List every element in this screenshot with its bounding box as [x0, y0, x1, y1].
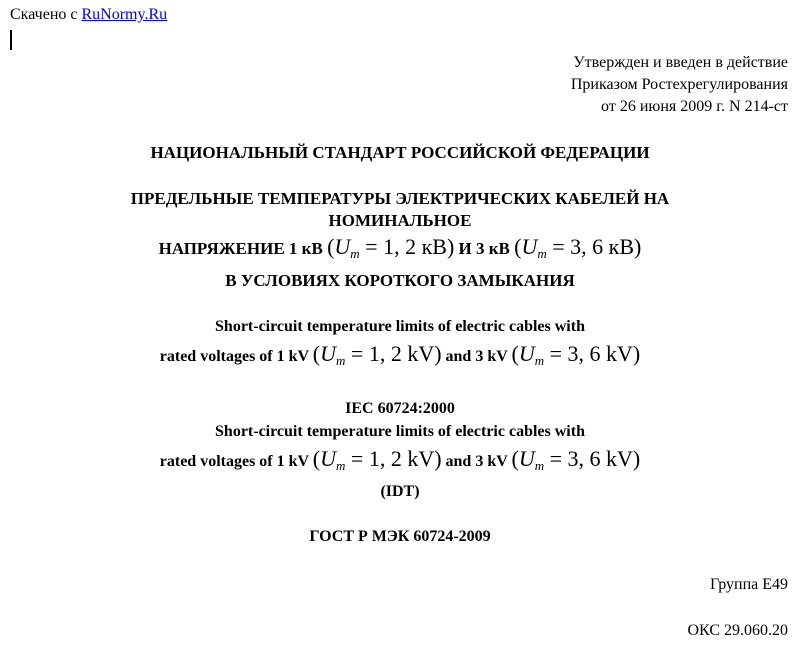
en-voltage-3-label: and 3 kV	[445, 348, 508, 365]
en-title-line-2	[0, 341, 796, 369]
national-standard-heading: НАЦИОНАЛЬНЫЙ СТАНДАРТ РОССИЙСКОЙ ФЕДЕРАЦИИ	[150, 143, 650, 162]
ru-voltage-1-label: НАПРЯЖЕНИЕ 1 кВ	[158, 239, 323, 258]
source-link[interactable]: RuNormy.Ru	[81, 6, 168, 23]
iec-title-line-1: Short-circuit temperature limits of electric cables with	[215, 423, 585, 440]
iec-voltage-1-formula: ($U_m = 1$, 2 kV)	[312, 446, 442, 473]
source-line	[10, 6, 167, 24]
ru-voltage-3-label: И 3 кВ	[458, 239, 510, 258]
gost-code: ГОСТ Р МЭК 60724-2009	[309, 528, 491, 545]
approval-block	[571, 52, 788, 118]
ru-voltage-1-formula: ($U_m = 1$, 2 кВ)	[327, 234, 455, 261]
iec-voltage-3-label: and 3 kV	[445, 453, 508, 470]
iec-voltage-3-formula: ($U_m = 3$, 6 kV)	[511, 446, 641, 473]
ru-title-line-2: НОМИНАЛЬНОЕ	[328, 211, 472, 230]
text-cursor	[10, 30, 12, 50]
source-prefix: Скачено с	[10, 6, 78, 23]
approval-line-2: Приказом Ростехрегулирования	[570, 76, 788, 93]
en-voltage-1-formula: ($U_m = 1$, 2 kV)	[312, 341, 442, 368]
iec-idt: (IDT)	[380, 483, 420, 500]
group-code: Группа Е49	[709, 576, 788, 593]
iec-title-line-2	[0, 446, 796, 474]
ru-title-line-4: В УСЛОВИЯХ КОРОТКОГО ЗАМЫКАНИЯ	[225, 271, 575, 290]
en-title-line-1: Short-circuit temperature limits of electric cables with	[215, 318, 585, 335]
approval-line-3: от 26 июня 2009 г. N 214-ст	[601, 98, 788, 115]
ru-voltage-3-formula: ($U_m = 3$, 6 кВ)	[514, 234, 642, 261]
iec-code: IEC 60724:2000	[345, 400, 455, 417]
iec-voltage-1-label: rated voltages of 1 kV	[159, 453, 309, 470]
ru-title-line-3	[0, 234, 796, 262]
oks-code: ОКС 29.060.20	[687, 622, 788, 639]
approval-line-1: Утвержден и введен в действие	[573, 54, 788, 71]
en-voltage-3-formula: ($U_m = 3$, 6 kV)	[511, 341, 641, 368]
en-voltage-1-label: rated voltages of 1 kV	[159, 348, 309, 365]
ru-title-line-1: ПРЕДЕЛЬНЫЕ ТЕМПЕРАТУРЫ ЭЛЕКТРИЧЕСКИХ КАБЕЛЕЙ НА	[130, 189, 670, 208]
